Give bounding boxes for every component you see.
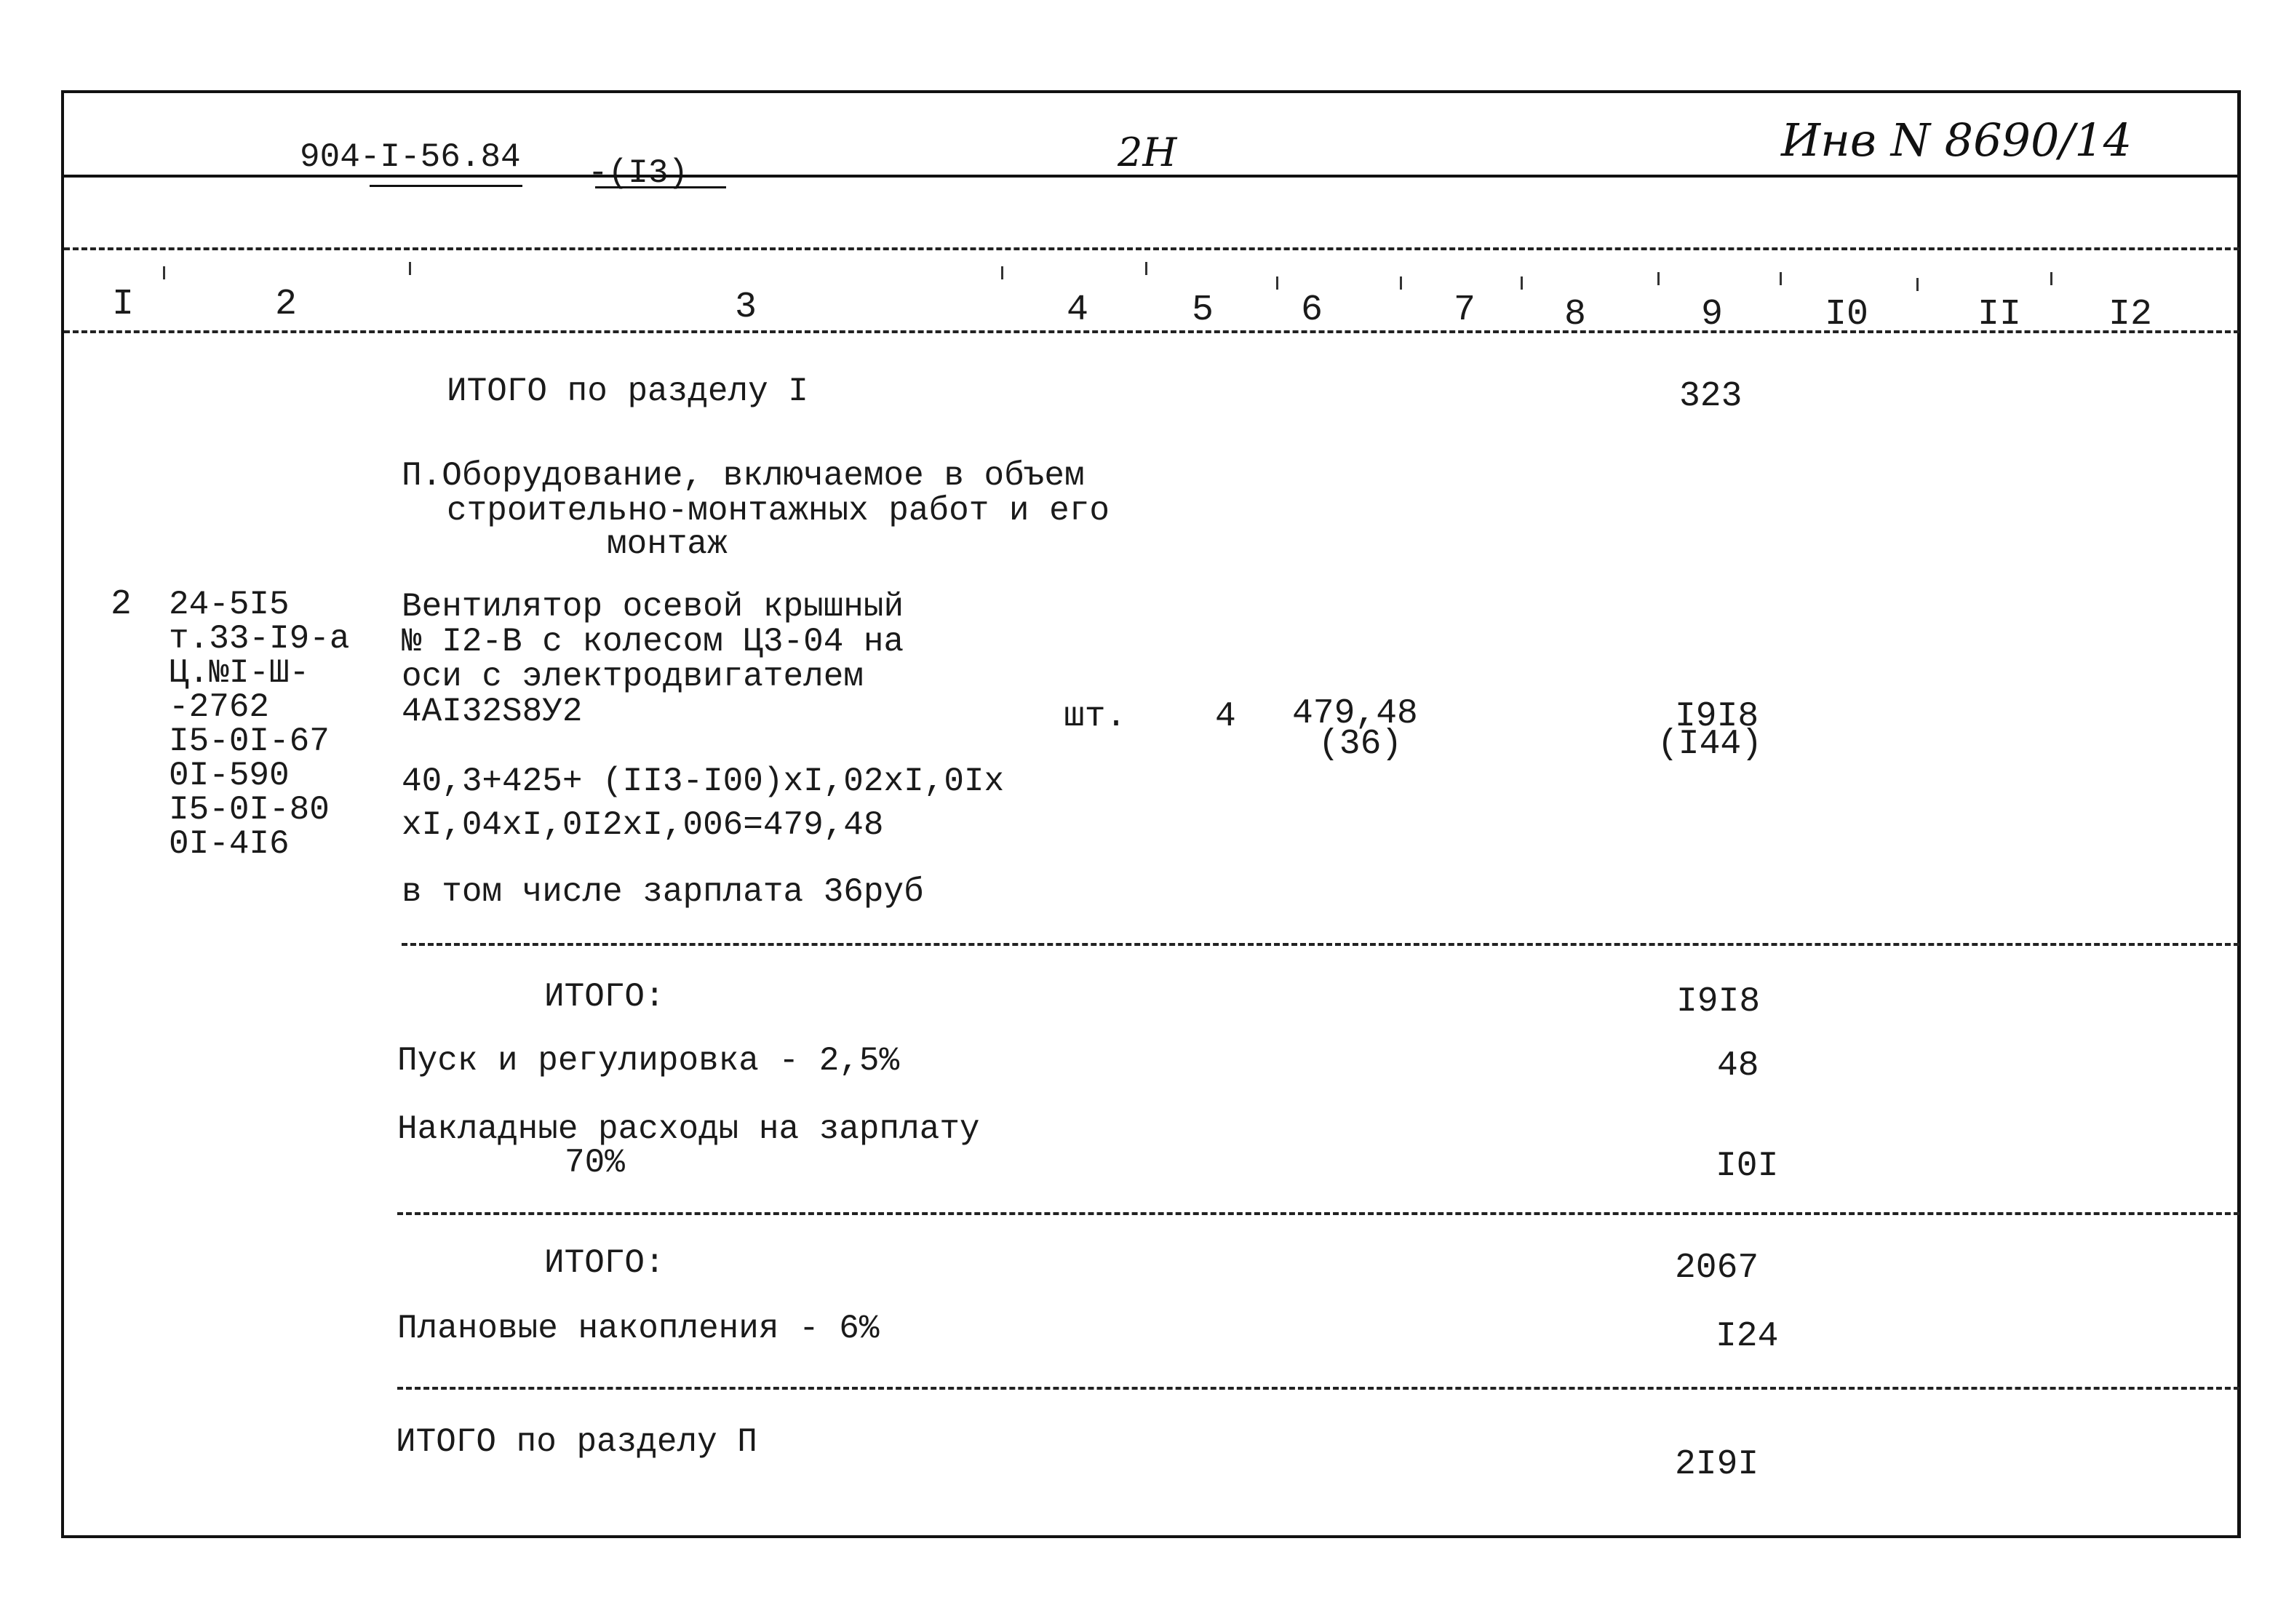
column-number: I bbox=[112, 284, 135, 325]
item-code: 0I-590 bbox=[169, 757, 290, 795]
commissioning-label: Пуск и регулировка - 2,5% bbox=[397, 1042, 900, 1080]
column-number: 5 bbox=[1192, 290, 1214, 331]
item-description-line: оси с электродвигателем bbox=[402, 658, 864, 696]
item-code: I5-0I-80 bbox=[169, 791, 330, 829]
item-description-line: № I2-В с колесом Ц3-04 на bbox=[402, 623, 904, 661]
section2-title-line1: П.Оборудование, включаемое в объем bbox=[402, 457, 1085, 495]
project-code-underline bbox=[370, 185, 522, 187]
subtotal1-label: ИТОГО: bbox=[544, 978, 665, 1016]
item-description-line: Вентилятор осевой крышный bbox=[402, 588, 904, 626]
col-tick bbox=[1916, 278, 1919, 291]
sheet-suffix-underline bbox=[595, 186, 726, 188]
page-number: 2H bbox=[1118, 130, 1177, 175]
item-description-line: 4АI32S8У2 bbox=[402, 693, 583, 731]
section2-title-line3: монтаж bbox=[607, 525, 728, 563]
item-quantity: 4 bbox=[1215, 697, 1236, 736]
col-tick bbox=[2050, 272, 2052, 285]
item-description bbox=[402, 589, 904, 729]
header-rule bbox=[64, 175, 2239, 178]
column-number: 2 bbox=[275, 284, 298, 325]
item-total-wage: (I44) bbox=[1657, 725, 1763, 764]
item-number: 2 bbox=[111, 585, 132, 624]
planned-value: I24 bbox=[1716, 1317, 1779, 1356]
section2-total-label: ИТОГО по разделу П bbox=[396, 1423, 757, 1461]
subtotal1-value: I9I8 bbox=[1676, 982, 1761, 1022]
commissioning-value: 48 bbox=[1717, 1046, 1759, 1086]
column-number: 3 bbox=[735, 287, 757, 328]
section1-total-label: ИТОГО по разделу I bbox=[447, 373, 808, 410]
column-number: 8 bbox=[1564, 294, 1587, 335]
item-code: т.33-I9-а bbox=[169, 620, 350, 658]
column-number: I2 bbox=[2108, 294, 2153, 335]
overhead-value: I0I bbox=[1716, 1147, 1779, 1186]
column-band-top bbox=[64, 247, 2239, 250]
col-tick bbox=[163, 266, 165, 279]
column-number: 9 bbox=[1701, 294, 1724, 335]
item-code: I5-0I-67 bbox=[169, 723, 330, 760]
item-unit: шт. bbox=[1064, 697, 1127, 736]
column-band-bottom bbox=[64, 330, 2239, 333]
column-number: 4 bbox=[1067, 290, 1089, 331]
item-formula-line2: xI,04xI,0I2xI,006=479,48 bbox=[402, 806, 884, 844]
item-wage-note: в том числе зарплата 36руб bbox=[402, 873, 924, 911]
item-unit-price: 479,48 bbox=[1292, 694, 1418, 733]
column-number: II bbox=[1978, 294, 2022, 335]
inventory-number: Инв N 8690/14 bbox=[1781, 114, 2132, 167]
separator bbox=[397, 1212, 2239, 1215]
column-number: 6 bbox=[1301, 290, 1323, 331]
column-number: 7 bbox=[1454, 290, 1476, 331]
project-code: 904-I-56.84 bbox=[300, 138, 521, 176]
overhead-percent: 70% bbox=[565, 1144, 625, 1182]
item-code: Ц.№I-Ш- bbox=[169, 654, 310, 692]
item-code: 0I-4I6 bbox=[169, 825, 290, 863]
item-unit-wage: (36) bbox=[1318, 725, 1403, 764]
subtotal2-label: ИТОГО: bbox=[544, 1244, 665, 1282]
column-number: I0 bbox=[1825, 294, 1869, 335]
col-tick bbox=[1276, 276, 1278, 290]
item-formula-line1: 40,3+425+ (II3-I00)xI,02xI,0Ix bbox=[402, 763, 1005, 800]
document-sheet bbox=[61, 90, 2241, 1538]
col-tick bbox=[1657, 272, 1660, 285]
item-code: 24-5I5 bbox=[169, 586, 290, 624]
col-tick bbox=[1145, 262, 1147, 275]
subtotal2-value: 2067 bbox=[1675, 1249, 1759, 1288]
item-code: -2762 bbox=[169, 688, 270, 726]
section2-total-value: 2I9I bbox=[1675, 1445, 1759, 1484]
item-codes bbox=[169, 588, 349, 861]
planned-label: Плановые накопления - 6% bbox=[397, 1310, 880, 1348]
separator bbox=[397, 1387, 2239, 1390]
separator bbox=[402, 943, 2239, 946]
col-tick bbox=[1400, 276, 1402, 290]
sheet-suffix: -(I3) bbox=[588, 154, 689, 192]
col-tick bbox=[1001, 266, 1003, 279]
overhead-label: Накладные расходы на зарплату bbox=[397, 1110, 980, 1148]
col-tick bbox=[1521, 276, 1523, 290]
col-tick bbox=[409, 262, 411, 275]
item-total: I9I8 bbox=[1675, 697, 1759, 736]
section1-total-value: 323 bbox=[1679, 377, 1743, 416]
section2-title-line2: строительно-монтажных работ и его bbox=[447, 492, 1110, 530]
col-tick bbox=[1780, 272, 1782, 285]
